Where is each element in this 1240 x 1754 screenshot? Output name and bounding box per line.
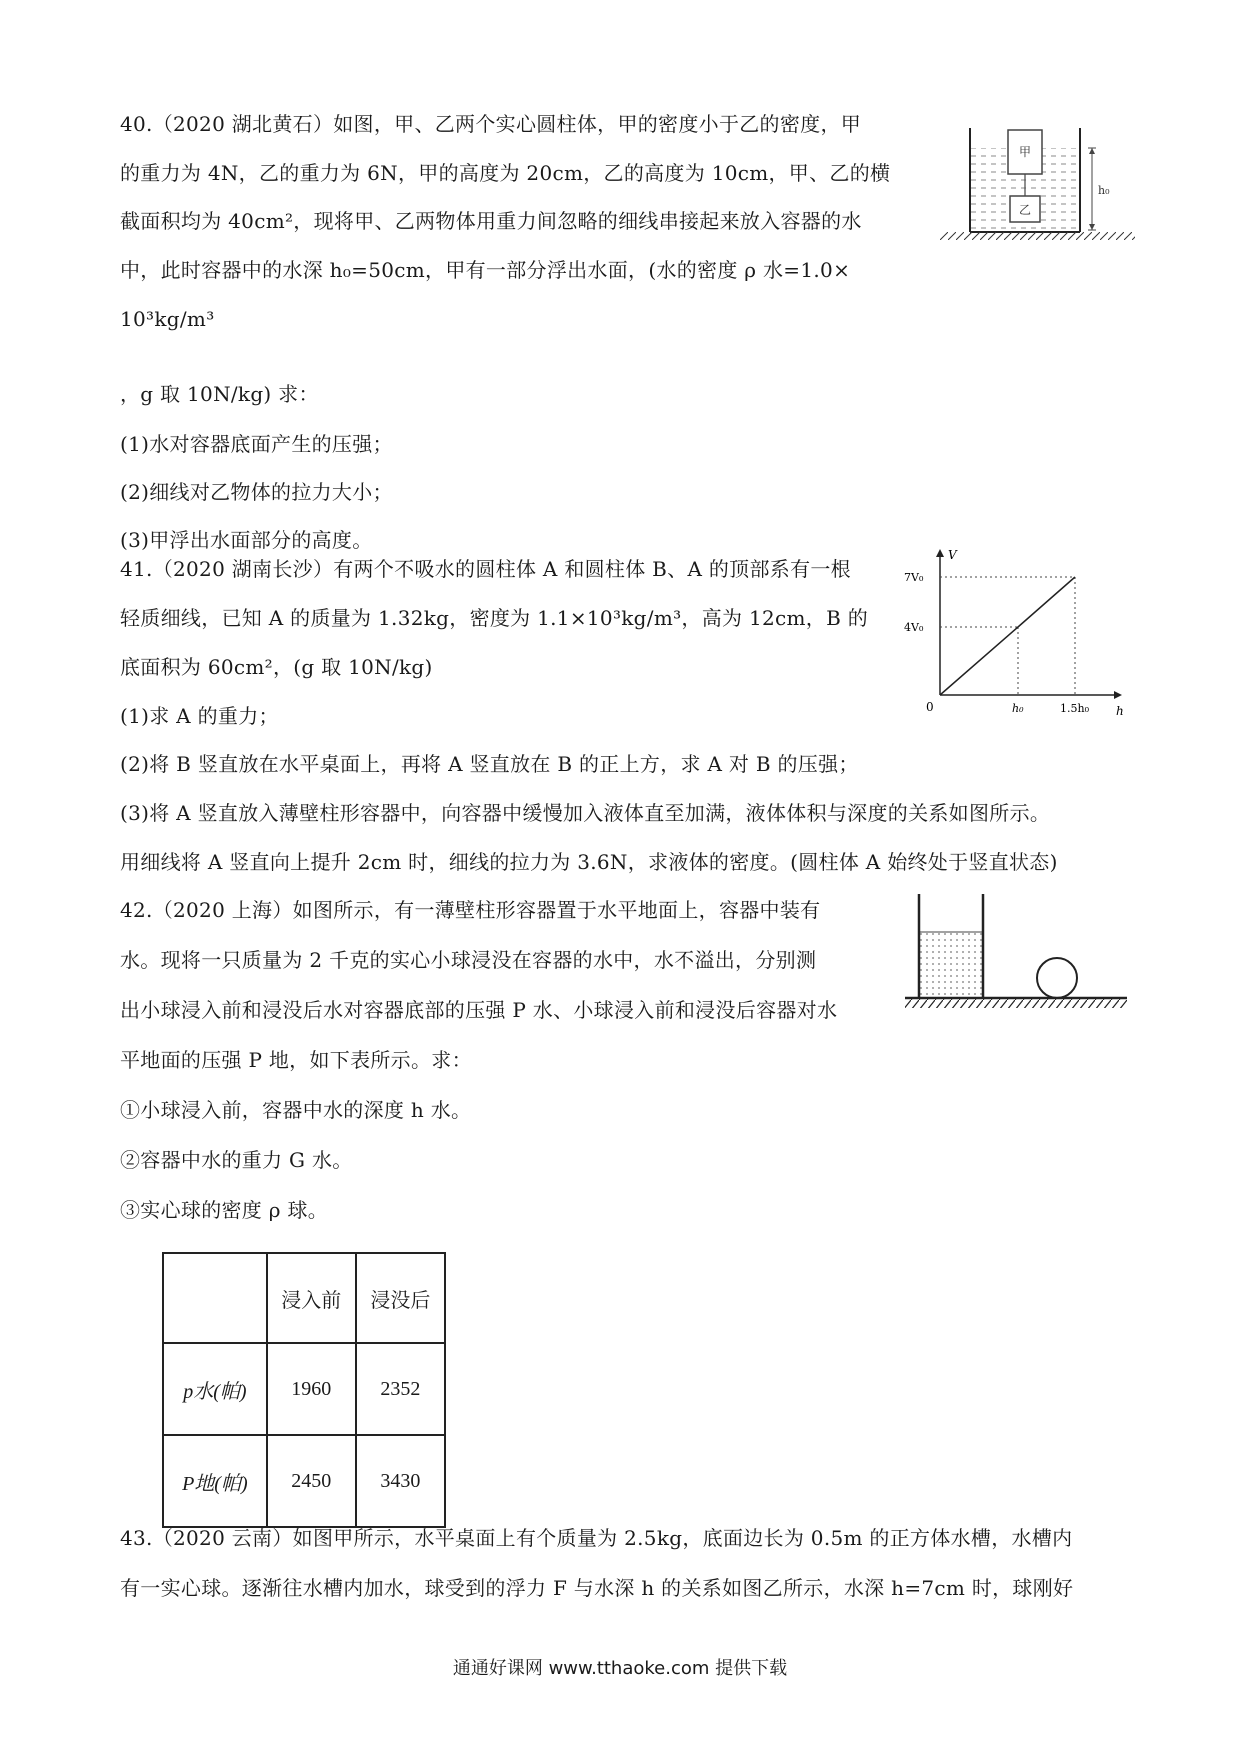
q41-part-2: (2)将 B 竖直放在水平桌面上，再将 A 竖直放在 B 的正上方，求 A 对 B 的压强； bbox=[120, 752, 859, 776]
y-axis-label: V bbox=[948, 548, 957, 562]
x-axis-label: h bbox=[1116, 704, 1124, 718]
q41-volume-depth-graph bbox=[900, 545, 1130, 720]
ground-hatch bbox=[940, 232, 1135, 240]
table-row bbox=[163, 1343, 445, 1435]
origin-label: 0 bbox=[926, 700, 934, 714]
water-body bbox=[919, 932, 983, 998]
q42-line-1: 42.（2020 上海）如图所示，有一薄壁柱形容器置于水平地面上，容器中装有 bbox=[120, 898, 821, 922]
q42-pressure-table bbox=[162, 1252, 446, 1528]
q42-line-4: 平地面的压强 P 地，如下表所示。求： bbox=[120, 1048, 472, 1072]
q41-part-3-a: (3)将 A 竖直放入薄壁柱形容器中，向容器中缓慢加入液体直至加满，液体体积与深度的关系如图所示。 bbox=[120, 801, 1051, 825]
q40-part-3: (3)甲浮出水面部分的高度。 bbox=[120, 528, 373, 552]
q42-container-ball-figure bbox=[895, 890, 1135, 1020]
header-after: 浸没后 bbox=[356, 1253, 445, 1343]
q40-container-figure bbox=[940, 120, 1140, 260]
cylinder-yi-label: 乙 bbox=[1018, 203, 1032, 217]
cylinder-jia-label: 甲 bbox=[1018, 145, 1032, 159]
cell-p-ground-after: 3430 bbox=[356, 1435, 445, 1527]
q42-item-3: ③实心球的密度 ρ 球。 bbox=[120, 1198, 329, 1222]
q41-part-1: (1)求 A 的重力； bbox=[120, 704, 279, 728]
q43-line-1: 43.（2020 云南）如图甲所示，水平桌面上有个质量为 2.5kg，底面边长为 0.5m 的正方体水槽，水槽内 bbox=[120, 1526, 1073, 1550]
q40-line-2: 的重力为 4N，乙的重力为 6N，甲的高度为 20cm，乙的高度为 10cm，甲、乙的横 bbox=[120, 161, 891, 185]
depth-label: h₀ bbox=[1098, 184, 1110, 197]
q42-line-2: 水。现将一只质量为 2 千克的实心小球浸没在容器的水中，水不溢出，分别测 bbox=[120, 948, 817, 972]
cell-p-water-after: 2352 bbox=[356, 1343, 445, 1435]
y-tick-4v0: 4V₀ bbox=[904, 621, 924, 634]
q40-line-5: 10³kg/m³ bbox=[120, 307, 215, 331]
q40-line-3: 截面积均为 40cm²，现将甲、乙两物体用重力间忽略的细线串接起来放入容器的水 bbox=[120, 209, 862, 233]
q41-line-1: 41.（2020 湖南长沙）有两个不吸水的圆柱体 A 和圆柱体 B、A 的顶部系有一根 bbox=[120, 557, 851, 581]
q41-line-3: 底面积为 60cm²，(g 取 10N/kg) bbox=[120, 655, 433, 679]
q40-line-4: 中，此时容器中的水深 h₀=50cm，甲有一部分浮出水面，(水的密度 ρ 水=1.0× bbox=[120, 258, 851, 282]
table-header-row bbox=[163, 1253, 445, 1343]
q41-line-2: 轻质细线，已知 A 的质量为 1.32kg，密度为 1.1×10³kg/m³，高为 12cm，B 的 bbox=[120, 606, 869, 630]
x-tick-h0: h₀ bbox=[1012, 702, 1024, 715]
solid-ball bbox=[1037, 958, 1077, 998]
q40-part-1: (1)水对容器底面产生的压强； bbox=[120, 432, 393, 456]
row-label-p-ground: P地(帕) bbox=[163, 1435, 267, 1527]
q40-line-1: 40.（2020 湖北黄石）如图，甲、乙两个实心圆柱体，甲的密度小于乙的密度，甲 bbox=[120, 112, 862, 136]
row-label-p-water: p水(帕) bbox=[163, 1343, 267, 1435]
q42-line-3: 出小球浸入前和浸没后水对容器底部的压强 P 水、小球浸入前和浸没后容器对水 bbox=[120, 998, 838, 1022]
header-before: 浸入前 bbox=[267, 1253, 356, 1343]
q40-line-6: ，g 取 10N/kg) 求： bbox=[120, 382, 319, 406]
table-corner-cell bbox=[163, 1253, 267, 1343]
y-tick-7v0: 7V₀ bbox=[904, 571, 924, 584]
q42-item-1: ①小球浸入前，容器中水的深度 h 水。 bbox=[120, 1098, 472, 1122]
q43-line-2: 有一实心球。逐渐往水槽内加水，球受到的浮力 F 与水深 h 的关系如图乙所示，水深 h=7cm 时，球刚好 bbox=[120, 1576, 1074, 1600]
ground-hatch bbox=[905, 998, 1127, 1008]
cell-p-ground-before: 2450 bbox=[267, 1435, 356, 1527]
cell-p-water-before: 1960 bbox=[267, 1343, 356, 1435]
q40-part-2: (2)细线对乙物体的拉力大小； bbox=[120, 480, 393, 504]
q41-part-3-b: 用细线将 A 竖直向上提升 2cm 时，细线的拉力为 3.6N，求液体的密度。(圆柱体 A 始终处于竖直状态) bbox=[120, 850, 1058, 874]
v-h-line bbox=[940, 577, 1075, 695]
x-tick-1-5h0: 1.5h₀ bbox=[1060, 702, 1089, 715]
table-row bbox=[163, 1435, 445, 1527]
q42-item-2: ②容器中水的重力 G 水。 bbox=[120, 1148, 353, 1172]
page-footer: 通通好课网 www.tthaoke.com 提供下载 bbox=[452, 1658, 788, 1679]
